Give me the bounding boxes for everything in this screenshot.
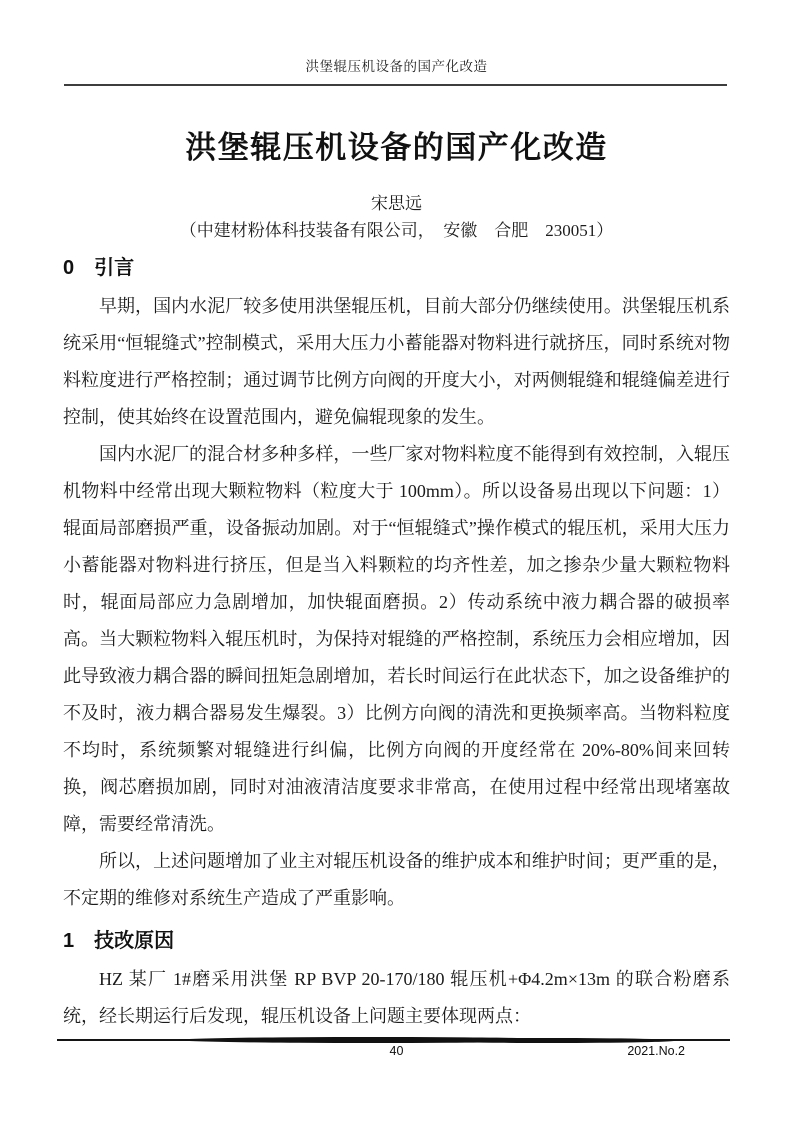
footer-divider-thick-segment [427, 1038, 676, 1043]
article-body [63, 254, 730, 1035]
footer-divider [57, 1036, 730, 1044]
article-title: 洪堡辊压机设备的国产化改造 [185, 130, 608, 165]
body-paragraph: 国内水泥厂的混合材多种多样，一些厂家对物料粒度不能得到有效控制，入辊压机物料中经常出现大颗粒物料（粒度大于 100mm）。所以设备易出现以下问题：1）辊面局部磨损严重，设备振动加剧。对于“恒辊缝式”操作模式的辊压机，采用大压力小蓄能器对物料进行挤压，但是当入料颗粒的均齐性差，加之掺杂少量大颗粒物料时，辊面局部应力急剧增加，加快辊面磨损。2）传动系统中液力耦合器的破损率高。当大颗粒物料入辊压机时，为保持对辊缝的严格控制，系统压力会相应增加，因此导致液力耦合器的瞬间扭矩急剧增加，若长时间运行在此状态下，加之设备维护的不及时，液力耦合器易发生爆裂。3）比例方向阀的清洗和更换频率高。当物料粒度不均时，系统频繁对辊缝进行纠偏，比例方向阀的开度经常在 20%-80%间来回转换，阀芯磨损加剧，同时对油液清洁度要求非常高，在使用过程中经常出现堵塞故障，需要经常清洗。 [63, 444, 730, 834]
body-paragraph: HZ 某厂 1#磨采用洪堡 RP BVP 20-170/180 辊压机+Φ4.2m×13m 的联合粉磨系统，经长期运行后发现，辊压机设备上问题主要体现两点： [63, 969, 730, 1026]
section-heading-introduction [63, 254, 730, 282]
author-name: 宋思远 [371, 194, 422, 213]
issue-number: 2021.No.2 [627, 1044, 685, 1058]
section-number: 1 [63, 930, 75, 952]
body-paragraph: 所以，上述问题增加了业主对辊压机设备的维护成本和维护时间；更严重的是，不定期的维修对系统生产造成了严重影响。 [63, 851, 730, 908]
author-affiliation: （中建材粉体科技装备有限公司， 安徽 合肥 230051） [179, 221, 614, 240]
page-number: 40 [389, 1044, 404, 1058]
running-header-title: 洪堡辊压机设备的国产化改造 [305, 59, 488, 74]
section-heading-reasons [63, 927, 730, 955]
header-divider [64, 84, 727, 86]
section-number: 0 [63, 257, 75, 279]
body-paragraph: 早期，国内水泥厂较多使用洪堡辊压机，目前大部分仍继续使用。洪堡辊压机系统采用“恒辊缝式”控制模式，采用大压力小蓄能器对物料进行就挤压，同时系统对物料粒度进行严格控制；通过调节比例方向阀的开度大小，对两侧辊缝和辊缝偏差进行控制，使其始终在设置范围内，避免偏辊现象的发生。 [63, 296, 730, 427]
section-label: 技改原因 [94, 930, 175, 952]
section-label: 引言 [94, 257, 135, 279]
